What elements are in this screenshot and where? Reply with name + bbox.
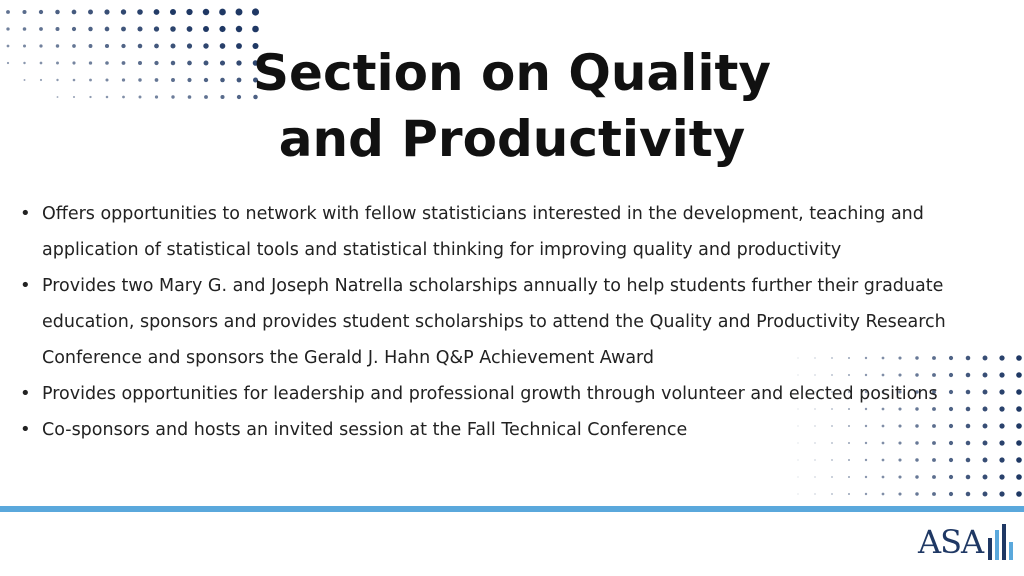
decorative-dot: [999, 474, 1004, 479]
decorative-dot: [999, 457, 1004, 462]
decorative-dot: [23, 27, 27, 31]
decorative-dot: [865, 476, 867, 478]
decorative-dot: [949, 475, 953, 479]
decorative-dot: [137, 26, 142, 31]
decorative-dot: [831, 476, 833, 478]
decorative-dot: [814, 476, 815, 477]
decorative-dot: [137, 9, 143, 15]
decorative-dot: [949, 492, 953, 496]
accent-bar: [0, 506, 1024, 512]
decorative-dot: [203, 9, 209, 15]
decorative-dot: [170, 9, 176, 15]
decorative-dot: [831, 493, 833, 495]
bullet-scholarships: • Provides two Mary G. and Joseph Natrella scholarships annually to help students further their graduate education, sponsors and provides student scholarships to attend the Quality and Productivity Research Conference and sponsors the Gerald J. Hahn Q&P Achievement Award: [18, 268, 998, 376]
decorative-dot: [154, 9, 160, 15]
decorative-dot: [932, 475, 936, 479]
decorative-dot: [831, 459, 833, 461]
decorative-dot: [1016, 491, 1022, 497]
decorative-dot: [6, 10, 10, 14]
decorative-dot: [186, 9, 192, 15]
decorative-dot: [983, 492, 988, 497]
asa-logo-bars-icon: [988, 524, 1014, 560]
decorative-dot: [187, 26, 193, 32]
decorative-dot: [966, 458, 971, 463]
decorative-dot: [898, 492, 901, 495]
decorative-dot: [219, 9, 226, 16]
slide-title: [0, 40, 1024, 172]
bullet-conference: • Co-sponsors and hosts an invited session at the Fall Technical Conference: [18, 412, 998, 448]
decorative-dot: [848, 476, 850, 478]
decorative-dot: [219, 26, 225, 32]
decorative-dot: [999, 423, 1004, 428]
decorative-dot: [1016, 406, 1022, 412]
decorative-dot: [1016, 423, 1022, 429]
decorative-dot: [999, 372, 1004, 377]
decorative-dot: [983, 475, 988, 480]
decorative-dot: [882, 493, 885, 496]
decorative-dot: [170, 26, 176, 32]
decorative-dot: [882, 476, 885, 479]
bullet-leadership: • Provides opportunities for leadership and professional growth through volunteer and elected positions: [18, 376, 998, 412]
decorative-dot: [932, 458, 936, 462]
decorative-dot: [6, 27, 9, 30]
decorative-dot: [915, 492, 918, 495]
decorative-dot: [252, 8, 259, 15]
decorative-dot: [814, 493, 815, 494]
decorative-dot: [88, 10, 93, 15]
decorative-dot: [932, 492, 936, 496]
decorative-dot: [949, 458, 953, 462]
decorative-dot: [898, 458, 901, 461]
decorative-dot: [121, 9, 126, 14]
decorative-dot: [915, 458, 918, 461]
decorative-dot: [121, 27, 126, 32]
decorative-dot: [966, 475, 971, 480]
decorative-dot: [1016, 355, 1022, 361]
decorative-dot: [999, 355, 1004, 360]
decorative-dot: [814, 459, 815, 460]
decorative-dot: [983, 458, 988, 463]
asa-logo-text: ASA: [918, 523, 984, 561]
decorative-dot: [236, 9, 243, 16]
decorative-dot: [55, 10, 60, 15]
decorative-dot: [798, 494, 799, 495]
decorative-dot: [39, 10, 43, 14]
decorative-dot: [999, 440, 1004, 445]
decorative-dot: [798, 460, 799, 461]
decorative-dot: [252, 26, 259, 33]
decorative-dot: [898, 475, 901, 478]
decorative-dot: [999, 389, 1004, 394]
title-line-2: and Productivity: [278, 110, 746, 168]
decorative-dot: [88, 27, 92, 31]
decorative-dot: [1016, 372, 1022, 378]
decorative-dot: [915, 475, 918, 478]
decorative-dot: [966, 492, 971, 497]
asa-logo: [918, 522, 1014, 562]
decorative-dot: [56, 27, 60, 31]
decorative-dot: [848, 493, 850, 495]
decorative-dot: [865, 493, 867, 495]
decorative-dot: [1016, 389, 1022, 395]
decorative-dot: [104, 9, 109, 14]
title-line-1: Section on Quality: [253, 44, 771, 102]
decorative-dot: [1016, 474, 1022, 480]
decorative-dot: [154, 26, 159, 31]
decorative-dot: [882, 459, 885, 462]
decorative-dot: [22, 10, 26, 14]
decorative-dot: [39, 27, 43, 31]
decorative-dot: [848, 459, 850, 461]
decorative-dot: [1016, 457, 1022, 463]
bullet-list: [18, 196, 998, 448]
decorative-dot: [999, 491, 1004, 496]
decorative-dot: [798, 477, 799, 478]
decorative-dot: [72, 27, 76, 31]
decorative-dot: [236, 26, 242, 32]
decorative-dot: [865, 459, 867, 461]
decorative-dot: [999, 406, 1004, 411]
decorative-dot: [1016, 440, 1022, 446]
decorative-dot: [105, 27, 110, 32]
decorative-dot: [203, 26, 209, 32]
bullet-networking: • Offers opportunities to network with fellow statisticians interested in the development, teaching and application of statistical tools and statistical thinking for improving quality and productivity: [18, 196, 998, 268]
decorative-dot: [72, 10, 77, 15]
